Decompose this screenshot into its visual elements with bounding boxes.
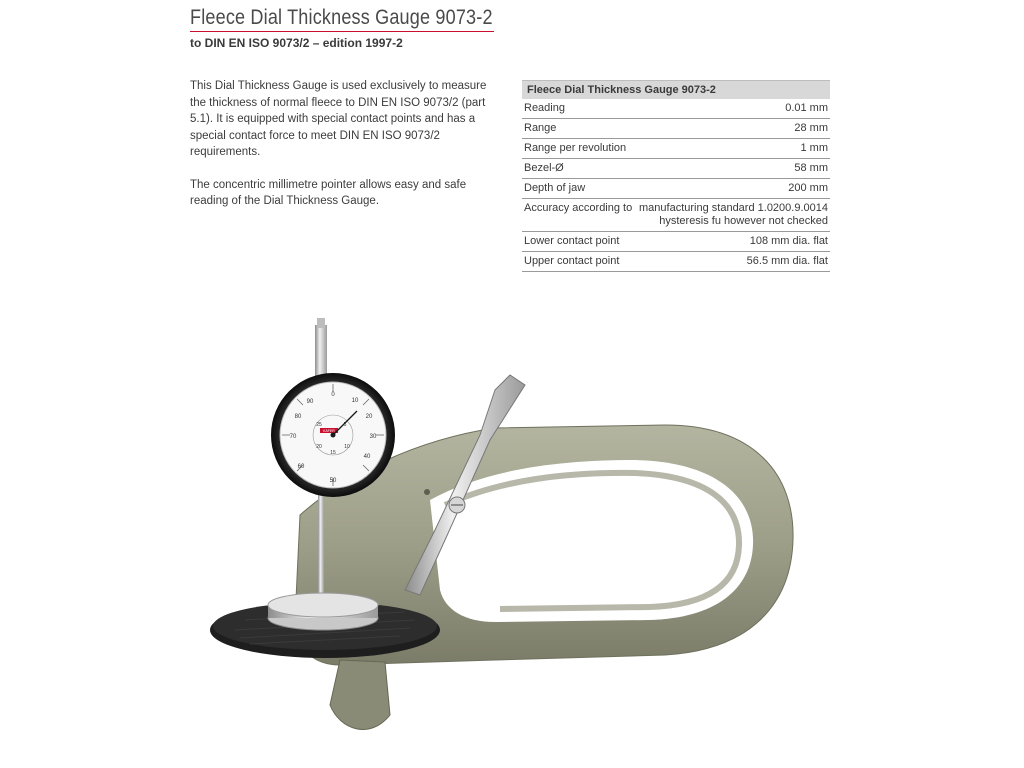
spec-value (639, 202, 828, 228)
spec-value: 0.01 mm (785, 102, 828, 114)
spec-value: 58 mm (794, 162, 828, 174)
dial-number: 0 (331, 392, 335, 398)
dial-number: 60 (297, 464, 305, 470)
dial-gauge (271, 373, 395, 497)
spec-value-line-1: manufacturing standard 1.0200.9.0014 (639, 202, 828, 214)
spec-row (522, 232, 830, 252)
spec-table (522, 80, 830, 272)
dial-inner-number: 15 (330, 450, 336, 456)
spec-row (522, 159, 830, 179)
spec-label: Range (524, 122, 557, 134)
page-title: Fleece Dial Thickness Gauge 9073-2 (190, 6, 493, 29)
spec-label: Accuracy according to (524, 202, 633, 214)
spec-label: Upper contact point (524, 255, 620, 267)
spec-value: 200 mm (788, 182, 828, 194)
product-photo (195, 300, 835, 768)
description (190, 78, 490, 226)
spec-value: 108 mm dia. flat (749, 235, 828, 247)
spec-value-line-2: hysteresis fu however not checked (659, 215, 828, 227)
spec-label: Lower contact point (524, 235, 620, 247)
description-paragraph-1: This Dial Thickness Gauge is used exclusively to measure the thickness of normal fleece to DIN EN ISO 9073/2 (part 5.1). It is equipped with special contact points and has a special contact force to meet DIN EN ISO 9073/2 requirements. (190, 80, 487, 158)
spec-row (522, 179, 830, 199)
dial-inner-number: 25 (316, 422, 322, 428)
spec-row (522, 139, 830, 159)
dial-inner-number: 20 (316, 444, 322, 450)
spec-table-heading: Fleece Dial Thickness Gauge 9073-2 (522, 80, 830, 99)
spec-value: 56.5 mm dia. flat (746, 255, 828, 267)
dial-number: 40 (363, 454, 371, 460)
dial-number: 20 (365, 414, 373, 420)
spec-row (522, 99, 830, 119)
spec-value: 28 mm (794, 122, 828, 134)
description-paragraph-2: The concentric millimetre pointer allows easy and safe reading of the Dial Thickness Gauge. (190, 178, 467, 207)
title-underline (190, 31, 494, 32)
spec-label: Reading (524, 102, 565, 114)
dial-inner-number: 10 (344, 444, 350, 450)
spec-row (522, 199, 830, 232)
dial-number: 70 (289, 434, 297, 440)
spec-row (522, 252, 830, 272)
brand-label: KÄFER (323, 429, 335, 433)
dial-number: 30 (369, 434, 377, 440)
spindle-rod (318, 490, 324, 610)
dial-number: 50 (329, 478, 337, 484)
page-subtitle: to DIN EN ISO 9073/2 – edition 1997-2 (190, 36, 403, 50)
spindle-top (315, 325, 327, 380)
dial-inner-number: 5 (343, 422, 347, 428)
dial-number: 80 (294, 414, 302, 420)
dial-number: 90 (306, 399, 314, 405)
spec-value: 1 mm (800, 142, 828, 154)
spec-label: Range per revolution (524, 142, 627, 154)
spec-row (522, 119, 830, 139)
dial-number: 10 (351, 398, 359, 404)
spec-label: Bezel-Ø (524, 162, 564, 174)
spec-label: Depth of jaw (524, 182, 586, 194)
